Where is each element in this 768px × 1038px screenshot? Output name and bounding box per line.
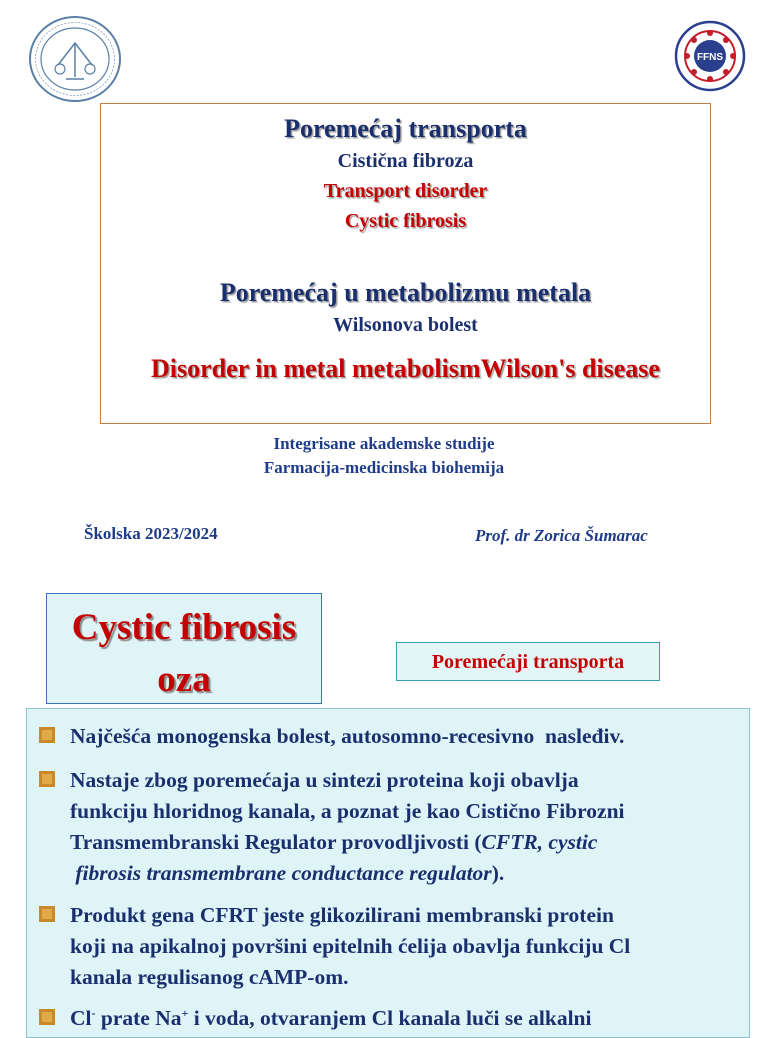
bullet-square-icon bbox=[39, 771, 55, 787]
faculty-logo bbox=[674, 20, 746, 92]
bullet-1-line-1: Najčešća monogenska bolest, autosomno-recesivno nasleđiv. bbox=[70, 724, 625, 748]
professor-name: Prof. dr Zorica Šumarac bbox=[475, 526, 648, 545]
bullet-list bbox=[26, 708, 750, 1038]
academic-year: Školska 2023/2024 bbox=[84, 524, 218, 543]
bullet-3-line-1: Produkt gena CFRT jeste glikozilirani membranski protein bbox=[70, 903, 614, 927]
sodium-text: prate Na bbox=[95, 1006, 182, 1030]
university-seal-logo bbox=[28, 15, 122, 103]
bullet-4-rest: i voda, otvaranjem Cl kanala luči se alkalni bbox=[188, 1006, 592, 1030]
cf-title-line1: Cystic fibrosis bbox=[71, 607, 297, 648]
title-en-metal-wilson: Disorder in metal metabolismWilson's disease bbox=[151, 354, 660, 383]
study-program-line2: Farmacija-medicinska biohemija bbox=[263, 458, 505, 477]
subtitle-bs-wilson: Wilsonova bolest bbox=[333, 314, 478, 336]
title-en-transport: Transport disorder bbox=[323, 180, 488, 202]
bullet-3-line-2: koji na apikalnoj površini epitelnih ćelija obavlja funkciju Cl bbox=[70, 934, 631, 958]
bullet-4-line-1 bbox=[70, 1003, 592, 1034]
bullet-2-cftr-abbrev: CFTR, cystic bbox=[481, 830, 598, 854]
subtitle-bs-cf: Cistična fibroza bbox=[337, 150, 474, 172]
bullet-2-line-4-end: ). bbox=[491, 861, 505, 885]
university-seal-icon bbox=[28, 15, 122, 103]
subtitle-en-cf: Cystic fibrosis bbox=[344, 210, 467, 232]
bullet-2-line-4 bbox=[70, 858, 504, 889]
bullet-2-cftr-full: fibrosis transmembrane conductance regulator bbox=[70, 861, 492, 885]
study-program-line1: Integrisane akademske studije bbox=[273, 434, 495, 453]
bullet-square-icon bbox=[39, 727, 55, 743]
bullet-square-icon bbox=[39, 906, 55, 922]
cystic-fibrosis-title-box bbox=[46, 593, 322, 704]
title-box bbox=[100, 103, 711, 424]
chloride-charge: - bbox=[91, 1005, 96, 1020]
bullet-2-line-1: Nastaje zbog poremećaja u sintezi proteina koji obavlja bbox=[70, 768, 579, 792]
bullet-2-line-3 bbox=[70, 827, 597, 858]
bullet-square-icon bbox=[39, 1009, 55, 1025]
bullet-2-line-2: funkciju hloridnog kanala, a poznat je kao Cistično Fibrozni bbox=[70, 799, 625, 823]
title-bs-transport: Poremećaj transporta bbox=[284, 114, 527, 143]
faculty-ffns-logo-icon bbox=[674, 20, 746, 92]
bullet-2-line-3-text: Transmembranski Regulator provodljivosti ( bbox=[70, 830, 482, 854]
section-label: Poremećaji transporta bbox=[396, 642, 660, 681]
ffns-logo-text: FFNS bbox=[696, 52, 724, 63]
bullet-3-line-3: kanala regulisanog cAMP-om. bbox=[70, 965, 349, 989]
cf-title-line2: oza bbox=[157, 659, 211, 700]
chloride-ion: Cl bbox=[70, 1006, 92, 1030]
sodium-charge: + bbox=[181, 1005, 189, 1020]
title-bs-metal: Poremećaj u metabolizmu metala bbox=[219, 278, 592, 307]
